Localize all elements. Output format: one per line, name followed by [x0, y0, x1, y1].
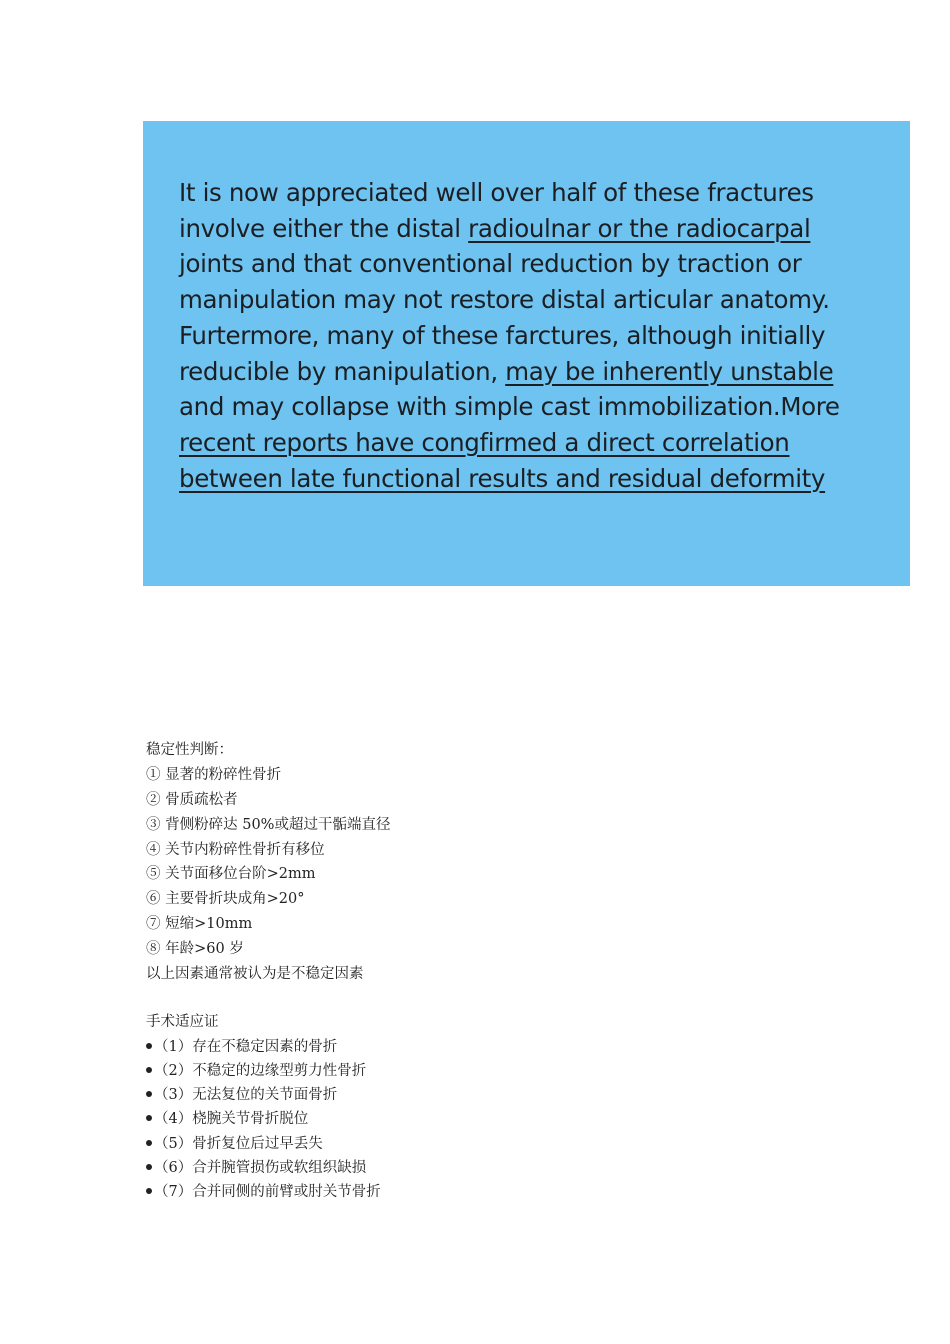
bullet-icon — [146, 1115, 152, 1121]
document-body — [146, 738, 846, 1204]
stability-conclusion: 以上因素通常被认为是不稳定因素 — [146, 966, 364, 983]
slide-text-line: joints and that conventional reduction by traction or — [179, 249, 802, 279]
slide-text-line: between late functional results and residual deformity — [179, 463, 826, 493]
surgery-list — [146, 1035, 846, 1204]
list-item: （7）合并同侧的前臂或肘关节骨折 — [146, 1180, 846, 1204]
stability-item: ⑤ 关节面移位台阶>2mm — [146, 866, 316, 883]
stability-item: ⑥ 主要骨折块成角>20° — [146, 891, 305, 908]
slide-text-line: manipulation may not restore distal articular anatomy. — [179, 285, 830, 315]
bullet-icon — [146, 1140, 152, 1146]
list-item: （6）合并腕管损伤或软组织缺损 — [146, 1156, 846, 1180]
bullet-icon — [146, 1188, 152, 1194]
stability-item: ④ 关节内粉碎性骨折有移位 — [146, 841, 325, 858]
list-item: （2）不稳定的边缘型剪力性骨折 — [146, 1059, 846, 1083]
stability-item: ① 显著的粉碎性骨折 — [146, 766, 282, 783]
list-item: （3）无法复位的关节面骨折 — [146, 1083, 846, 1107]
section-spacer — [146, 987, 846, 1010]
stability-item: ② 骨质疏松者 — [146, 791, 238, 808]
stability-item: ③ 背侧粉碎达 50%或超过干骺端直径 — [146, 816, 391, 833]
slide-text-line: reducible by manipulation, may be inherently unstable — [179, 356, 834, 386]
bullet-icon — [146, 1067, 152, 1073]
list-item: （5）骨折复位后过早丢失 — [146, 1132, 846, 1156]
stability-item: ⑧ 年龄>60 岁 — [146, 941, 244, 958]
bullet-icon — [146, 1164, 152, 1170]
surgery-heading: 手术适应证 — [146, 1013, 219, 1030]
slide-image — [143, 121, 910, 586]
slide-text-line: and may collapse with simple cast immobilization.More — [179, 392, 840, 422]
stability-heading: 稳定性判断： — [146, 742, 233, 758]
list-item: （1）存在不稳定因素的骨折 — [146, 1035, 846, 1059]
slide-text-line: It is now appreciated well over half of these fractures — [179, 178, 814, 207]
bullet-icon — [146, 1091, 152, 1097]
stability-item: ⑦ 短缩>10mm — [146, 916, 253, 933]
list-item: （4）桡腕关节骨折脱位 — [146, 1107, 846, 1131]
slide-text-line: recent reports have congfirmed a direct correlation — [179, 427, 790, 457]
slide-text-line: Furtermore, many of these farctures, although initially — [179, 320, 826, 350]
slide-text-line: involve either the distal radioulnar or the radiocarpal — [179, 213, 811, 243]
bullet-icon — [146, 1043, 152, 1049]
